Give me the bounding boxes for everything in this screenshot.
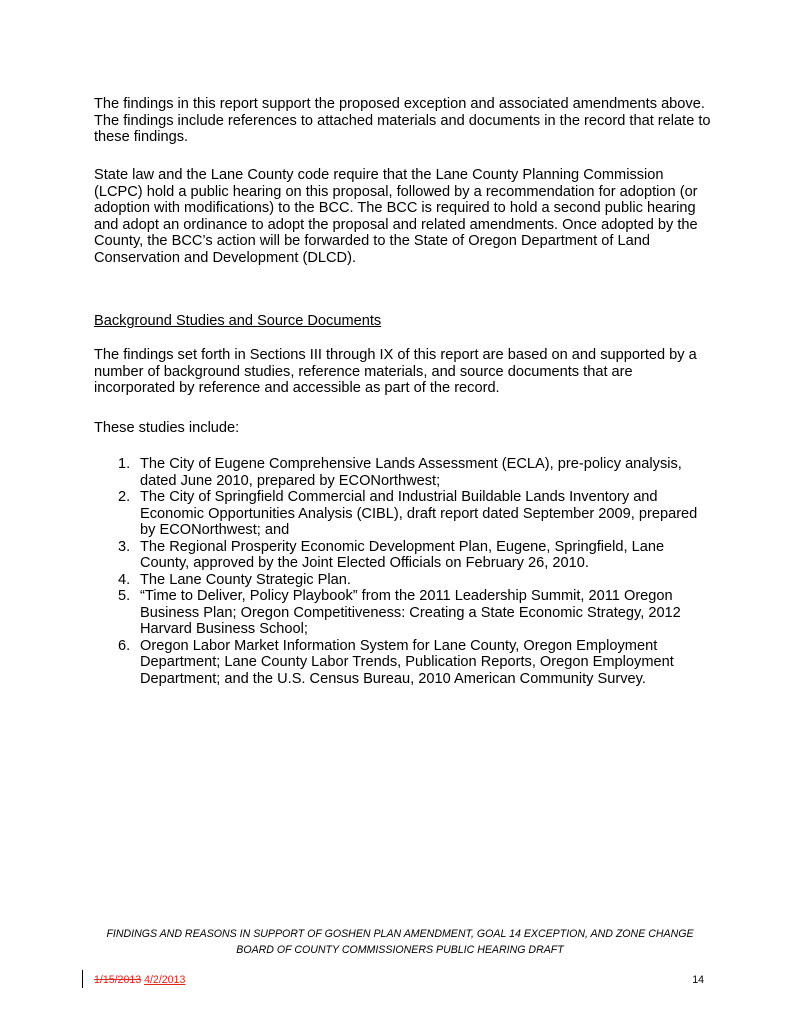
list-item bbox=[94, 588, 714, 638]
list-item-number: 3. bbox=[118, 538, 131, 555]
list-item-number: 5. bbox=[118, 588, 131, 604]
section-heading: Background Studies and Source Documents bbox=[94, 313, 382, 329]
list-item-text: The Regional Prosperity Economic Development Plan, Eugene, Springfield, Lane County, approved by the Joint Elected Officials on February 26, 2010. bbox=[140, 538, 665, 571]
footer-subtitle: BOARD OF COUNTY COMMISSIONERS PUBLIC HEARING DRAFT bbox=[236, 944, 564, 956]
studies-list bbox=[94, 456, 714, 687]
list-item-number: 4. bbox=[118, 571, 131, 588]
list-item bbox=[94, 539, 714, 572]
intro-paragraph: The findings in this report support the proposed exception and associated amendments above. The findings include references to attached materials and documents in the record that relate to these findings. bbox=[94, 96, 711, 145]
revision-date bbox=[94, 973, 185, 987]
list-item bbox=[94, 456, 714, 489]
list-item-number: 1. bbox=[118, 456, 131, 472]
list-item-text: The Lane County Strategic Plan. bbox=[140, 571, 351, 588]
list-item bbox=[94, 572, 714, 589]
list-item-number: 6. bbox=[118, 637, 131, 654]
footer-title: FINDINGS AND REASONS IN SUPPORT OF GOSHEN PLAN AMENDMENT, GOAL 14 EXCEPTION, AND ZONE CHANGE bbox=[106, 928, 694, 940]
list-item bbox=[94, 489, 714, 539]
list-item-text: The City of Eugene Comprehensive Lands Assessment (ECLA), pre-policy analysis, dated June 2010, prepared by ECONorthwest; bbox=[140, 456, 682, 489]
studies-intro: These studies include: bbox=[94, 420, 240, 436]
deleted-date: 1/15/2013 bbox=[94, 974, 142, 986]
list-item-number: 2. bbox=[118, 489, 131, 505]
list-item-text: “Time to Deliver, Policy Playbook” from the 2011 Leadership Summit, 2011 Oregon Business Plan; Oregon Competitiveness: Creating a State Economic Strategy, 2012 Harvard Business School; bbox=[140, 588, 681, 637]
state-law-paragraph: State law and the Lane County code require that the Lane County Planning Commission (LCPC) hold a public hearing on this proposal, followed by a recommendation for adoption (or adoption with modifications) to the BCC. The BCC is required to hold a second public hearing and adopt an ordinance to adopt the proposal and related amendments. Once adopted by the County, the BCC’s action will be forwarded to the State of Oregon Department of Land Conservation and Development (DLCD). bbox=[94, 167, 698, 266]
list-item bbox=[94, 638, 714, 688]
inserted-date: 4/2/2013 bbox=[144, 974, 186, 986]
list-item-text: The City of Springfield Commercial and Industrial Buildable Lands Inventory and Economic Opportunities Analysis (CIBL), draft report dated September 2009, prepared by ECONorthwest; and bbox=[140, 489, 698, 538]
page-number: 14 bbox=[692, 974, 704, 986]
list-item-text: Oregon Labor Market Information System for Lane County, Oregon Employment Department; Lane County Labor Trends, Publication Reports, Oregon Employment Department; and the U.S. Census Bureau, 2010 American Community Survey. bbox=[140, 637, 674, 687]
revision-change-bar bbox=[82, 970, 83, 988]
findings-paragraph: The findings set forth in Sections III through IX of this report are based on and supported by a number of background studies, reference materials, and source documents that are incorporated by reference and accessible as part of the record. bbox=[94, 347, 697, 396]
